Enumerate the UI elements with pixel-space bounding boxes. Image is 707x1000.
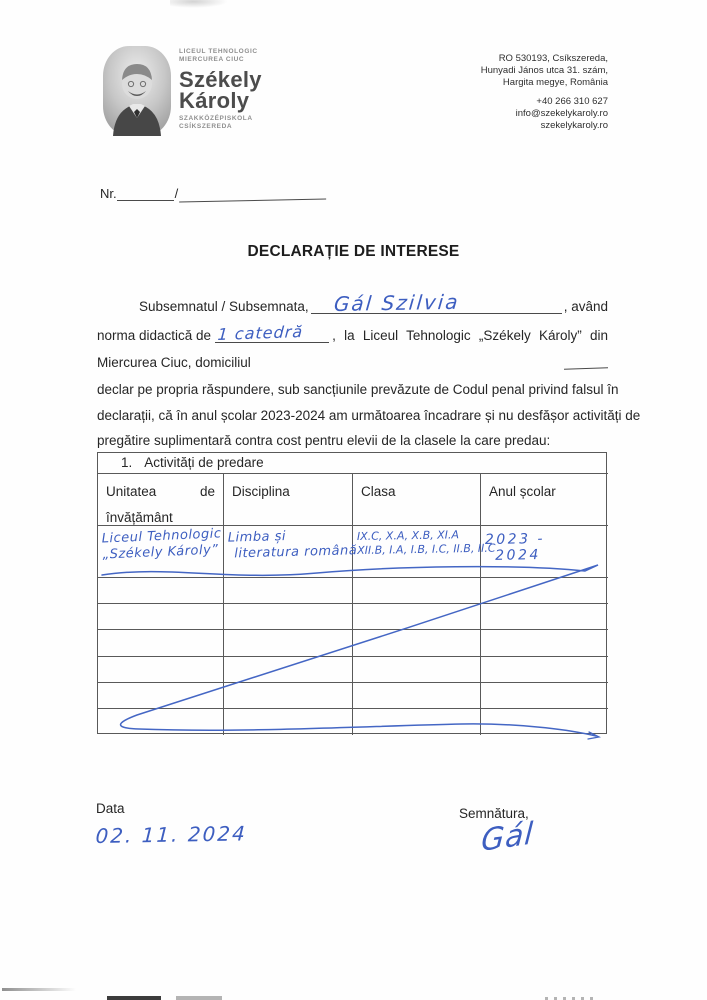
registration-number-line <box>100 186 326 201</box>
scan-artifact-gradient <box>2 988 76 991</box>
empty-table-cell <box>98 578 224 604</box>
intro-suffix: , având <box>563 299 608 314</box>
handwritten-discipline-line1: Limba și <box>227 529 287 546</box>
declaration-line-3: pregătire suplimentară contra cost pentru elevii de la clasele la care predau: <box>97 433 551 448</box>
norm-blank-line <box>215 313 329 343</box>
row-schoolyear-cell <box>481 526 608 578</box>
handwritten-unit-line1: Liceul Tehnologic <box>101 526 222 547</box>
empty-table-cell <box>481 683 608 709</box>
contact-phone: +40 266 310 627 <box>536 96 608 107</box>
empty-table-cell <box>481 630 608 656</box>
contact-address-line2: Hunyadi János utca 31. szám, <box>480 65 608 76</box>
handwritten-unit-line2: „Székely Károly” <box>102 542 219 563</box>
col-header-unit: Unitatea de învățământ <box>98 474 224 526</box>
col-header-class: Clasa <box>353 474 481 526</box>
contact-block <box>481 53 608 132</box>
handwritten-year-line1: 2023 - <box>484 530 546 549</box>
contact-email: info@szekelykaroly.ro <box>515 108 608 119</box>
empty-table-cell <box>481 604 608 630</box>
nr-blank-first <box>117 187 174 201</box>
norm-label: norma didactică de <box>97 328 212 343</box>
handwritten-year-line2: 2024 <box>495 547 541 564</box>
empty-table-cell <box>98 657 224 683</box>
empty-table-cell <box>481 657 608 683</box>
handwritten-date: 02. 11. 2024 <box>95 821 248 848</box>
empty-table-cell <box>224 683 353 709</box>
contact-website: szekelykaroly.ro <box>540 120 608 131</box>
declaration-body <box>97 286 641 454</box>
scan-artifact-dark-bar <box>107 996 161 1000</box>
domicile-line <box>97 343 608 370</box>
portrait-photo-icon <box>103 46 171 136</box>
col-header-schoolyear: Anul școlar <box>481 474 608 526</box>
empty-table-cell <box>481 578 608 604</box>
intro-label: Subsemnatul / Subsemnata, <box>139 299 309 314</box>
empty-table-cell <box>353 604 481 630</box>
empty-table-cell <box>98 630 224 656</box>
name-blank-line <box>311 285 562 314</box>
empty-table-cell <box>481 709 608 735</box>
empty-table-cell <box>353 657 481 683</box>
declaration-line-2: declarații, că în anul școlar 2023-2024 am următoarea încadrare și nu desfășor activități de <box>97 407 641 423</box>
handwritten-discipline-line2: literatura română <box>234 543 358 562</box>
norm-line <box>97 314 608 343</box>
intro-line <box>97 286 608 314</box>
empty-table-cell <box>224 657 353 683</box>
empty-table-cell <box>353 630 481 656</box>
date-label: Data <box>96 801 125 816</box>
declaration-line-1: declar pe propria răspundere, sub sancțiunile prevăzute de Codul penal privind falsul în <box>97 382 619 397</box>
teaching-activities-table <box>97 452 607 734</box>
section-label: Activități de predare <box>144 455 264 470</box>
handwritten-classes-line1: IX.C, X.A, X.B, XI.A <box>356 528 460 544</box>
empty-table-cell <box>224 630 353 656</box>
domicile-text: Miercurea Ciuc, domiciliul <box>97 355 251 370</box>
row-discipline-cell <box>224 526 358 578</box>
logo-text <box>179 46 262 136</box>
nr-separator: / <box>174 186 179 201</box>
row-unit-cell <box>98 526 224 578</box>
empty-table-cell <box>98 709 224 735</box>
empty-table-cell <box>224 578 353 604</box>
logo-bottom-line2: CSÍKSZEREDA <box>179 123 233 130</box>
school-logo <box>103 46 262 136</box>
nr-label: Nr. <box>100 186 117 201</box>
logo-top-line2: MIERCUREA CIUC <box>179 56 245 63</box>
contact-address-line3: Hargita megye, România <box>502 77 608 88</box>
logo-top-line1: LICEUL TEHNOLOGIC <box>179 48 258 55</box>
empty-table-cell <box>224 709 353 735</box>
handwritten-name: Gál Szilvia <box>332 289 461 316</box>
handwritten-signature: Gál <box>480 815 535 859</box>
empty-table-cell <box>98 683 224 709</box>
declaration-paragraph <box>97 377 641 454</box>
empty-table-cell <box>353 683 481 709</box>
col-header-discipline: Disciplina <box>224 474 353 526</box>
empty-table-cell <box>353 578 481 604</box>
scan-artifact-dots <box>545 997 595 1000</box>
row-class-cell <box>353 526 496 578</box>
document-title: DECLARAȚIE DE INTERESE <box>247 243 460 260</box>
table-grid <box>97 452 607 734</box>
empty-table-cell <box>98 604 224 630</box>
handwritten-norm: 1 catedră <box>217 321 304 344</box>
logo-bottom-line1: SZAKKÖZÉPISKOLA <box>179 115 253 122</box>
nr-blank-second <box>179 185 326 202</box>
handwritten-classes-line2: XII.B, I.A, I.B, I.C, II.B, II.C <box>357 541 496 558</box>
table-section-title <box>98 453 608 474</box>
empty-table-cell <box>353 709 481 735</box>
section-number: 1. <box>121 455 133 470</box>
signature-label: Semnătura, <box>459 806 529 821</box>
norm-suffix: , la Liceul Tehnologic „Székely Károly” din <box>332 328 608 343</box>
scan-smudge-top <box>170 0 228 8</box>
scan-artifact-gray-bar <box>176 996 222 1000</box>
empty-table-cell <box>224 604 353 630</box>
contact-address-line1: RO 530193, Csíkszereda, <box>498 53 608 64</box>
logo-school-name: Székely Károly <box>179 67 262 113</box>
